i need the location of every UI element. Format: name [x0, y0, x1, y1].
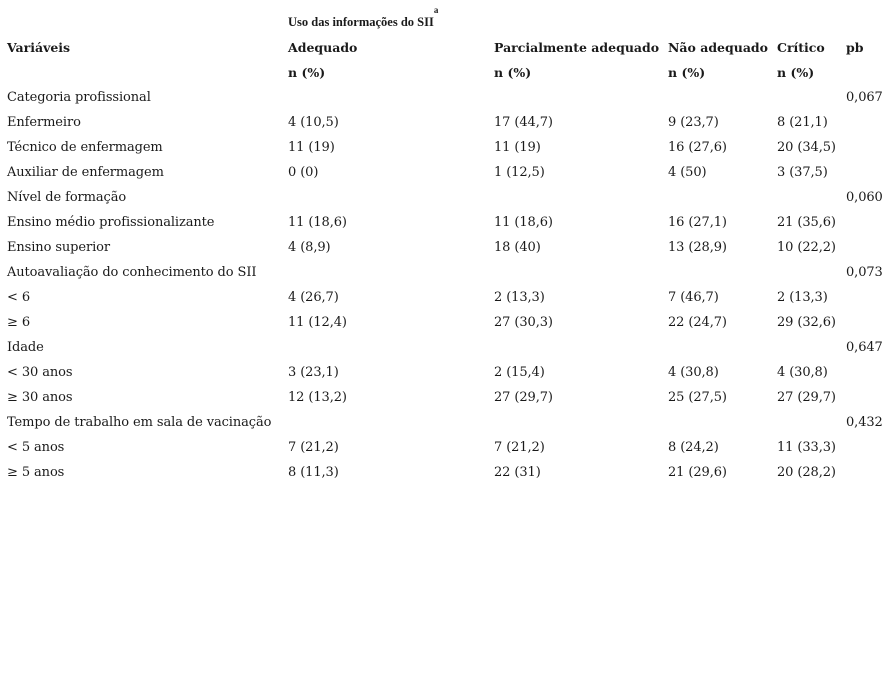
table-row — [7, 210, 889, 235]
cell-nao-adequado: 9 (23,7) — [668, 115, 719, 130]
cell-critico: 8 (21,1) — [777, 115, 828, 130]
cell-pvalue — [846, 210, 889, 235]
unit-label-nao-adequado: n (%) — [668, 65, 706, 80]
table-row — [7, 285, 889, 310]
cell-critico: 29 (32,6) — [777, 315, 836, 330]
cell-nao-adequado — [668, 335, 777, 360]
cell-adequado — [288, 335, 494, 360]
row-label: Nível de formação — [7, 190, 127, 205]
cell-adequado: 12 (13,2) — [288, 390, 347, 405]
cell-parcialmente-adequado: 11 (18,6) — [494, 215, 553, 230]
cell-critico — [777, 85, 846, 110]
cell-adequado: 11 (19) — [288, 140, 335, 155]
table-row — [7, 385, 889, 410]
cell-pvalue — [846, 460, 889, 485]
header-row-group — [7, 10, 889, 35]
cell-parcialmente-adequado: 27 (30,3) — [494, 315, 553, 330]
cell-pvalue — [846, 135, 889, 160]
unit-label-adequado: n (%) — [288, 65, 326, 80]
cell-nao-adequado: 22 (24,7) — [668, 315, 727, 330]
column-header-parcialmente-adequado: Parcialmente adequado — [494, 40, 660, 55]
column-header-adequado: Adequado — [288, 40, 358, 55]
cell-parcialmente-adequado: 7 (21,2) — [494, 440, 545, 455]
cell-parcialmente-adequado — [494, 410, 668, 435]
cell-nao-adequado: 4 (30,8) — [668, 365, 719, 380]
cell-pvalue — [846, 310, 889, 335]
cell-parcialmente-adequado — [494, 185, 668, 210]
cell-critico — [777, 260, 846, 285]
cell-pvalue — [846, 385, 889, 410]
cell-critico — [777, 410, 846, 435]
header-row-units — [7, 60, 889, 85]
units-empty-cell — [7, 60, 288, 85]
cell-parcialmente-adequado — [494, 335, 668, 360]
cell-adequado: 4 (26,7) — [288, 290, 339, 305]
cell-parcialmente-adequado — [494, 85, 668, 110]
cell-pvalue: 0,647 — [846, 340, 883, 355]
cell-parcialmente-adequado: 18 (40) — [494, 240, 541, 255]
cell-pvalue: 0,060 — [846, 190, 883, 205]
results-table-container — [7, 5, 889, 485]
table-row — [7, 360, 889, 385]
cell-critico: 21 (35,6) — [777, 215, 836, 230]
cell-pvalue — [846, 435, 889, 460]
cell-critico: 4 (30,8) — [777, 365, 828, 380]
cell-adequado: 11 (18,6) — [288, 215, 347, 230]
cell-adequado: 11 (12,4) — [288, 315, 347, 330]
column-header-pvalue: pb — [846, 40, 864, 55]
cell-nao-adequado: 4 (50) — [668, 165, 707, 180]
row-label: < 6 — [7, 290, 30, 305]
header-row-columns — [7, 35, 889, 60]
table-row — [7, 435, 889, 460]
header-empty-cell — [7, 10, 288, 35]
cell-nao-adequado — [668, 260, 777, 285]
row-label: Idade — [7, 340, 44, 355]
cell-nao-adequado — [668, 85, 777, 110]
table-row — [7, 310, 889, 335]
cell-parcialmente-adequado — [494, 260, 668, 285]
row-label: Enfermeiro — [7, 115, 81, 130]
cell-pvalue: 0,067 — [846, 90, 883, 105]
cell-pvalue — [846, 285, 889, 310]
table-row — [7, 260, 889, 285]
cell-nao-adequado: 21 (29,6) — [668, 465, 727, 480]
group-title — [288, 5, 889, 35]
cell-critico: 3 (37,5) — [777, 165, 828, 180]
row-label: Categoria profissional — [7, 90, 151, 105]
cell-adequado: 4 (8,9) — [288, 240, 331, 255]
table-row — [7, 185, 889, 210]
row-label: Auxiliar de enfermagem — [7, 165, 164, 180]
cell-critico: 10 (22,2) — [777, 240, 836, 255]
row-label: < 30 anos — [7, 365, 73, 380]
row-label: Ensino superior — [7, 240, 110, 255]
unit-label-parcialmente-adequado: n (%) — [494, 65, 532, 80]
cell-parcialmente-adequado: 1 (12,5) — [494, 165, 545, 180]
cell-critico: 27 (29,7) — [777, 390, 836, 405]
cell-nao-adequado: 25 (27,5) — [668, 390, 727, 405]
cell-critico: 11 (33,3) — [777, 440, 836, 455]
row-label: Autoavaliação do conhecimento do SII — [7, 265, 257, 280]
table-row — [7, 160, 889, 185]
cell-critico: 20 (34,5) — [777, 140, 836, 155]
cell-pvalue — [846, 110, 889, 135]
cell-critico — [777, 335, 846, 360]
cell-nao-adequado: 16 (27,6) — [668, 140, 727, 155]
cell-adequado — [288, 185, 494, 210]
cell-critico: 20 (28,2) — [777, 465, 836, 480]
cell-pvalue: 0,073 — [846, 265, 883, 280]
cell-parcialmente-adequado: 22 (31) — [494, 465, 541, 480]
group-title-text: Uso das informações do SII — [288, 15, 434, 29]
cell-parcialmente-adequado: 2 (15,4) — [494, 365, 545, 380]
cell-adequado: 7 (21,2) — [288, 440, 339, 455]
cell-nao-adequado — [668, 185, 777, 210]
cell-pvalue — [846, 360, 889, 385]
cell-adequado: 8 (11,3) — [288, 465, 339, 480]
cell-adequado — [288, 260, 494, 285]
group-title-superscript: a — [433, 5, 439, 15]
column-header-critico: Crítico — [777, 40, 825, 55]
row-label: Técnico de enfermagem — [7, 140, 163, 155]
table-header — [7, 5, 889, 85]
cell-adequado: 4 (10,5) — [288, 115, 339, 130]
unit-label-critico: n (%) — [777, 65, 815, 80]
cell-adequado — [288, 85, 494, 110]
table-row — [7, 335, 889, 360]
cell-adequado: 0 (0) — [288, 165, 319, 180]
table-row — [7, 110, 889, 135]
table-row — [7, 85, 889, 110]
cell-parcialmente-adequado: 27 (29,7) — [494, 390, 553, 405]
unit-label-pvalue-empty — [846, 60, 889, 85]
variables-header: Variáveis — [7, 40, 71, 55]
row-label: Tempo de trabalho em sala de vacinação — [7, 415, 272, 430]
cell-parcialmente-adequado: 11 (19) — [494, 140, 541, 155]
cell-nao-adequado: 8 (24,2) — [668, 440, 719, 455]
cell-parcialmente-adequado: 2 (13,3) — [494, 290, 545, 305]
row-label: ≥ 5 anos — [7, 465, 65, 480]
cell-critico: 2 (13,3) — [777, 290, 828, 305]
row-label: ≥ 30 anos — [7, 390, 73, 405]
row-label: < 5 anos — [7, 440, 65, 455]
cell-adequado: 3 (23,1) — [288, 365, 339, 380]
column-header-nao-adequado: Não adequado — [668, 40, 769, 55]
row-label: ≥ 6 — [7, 315, 30, 330]
row-label: Ensino médio profissionalizante — [7, 215, 215, 230]
cell-nao-adequado: 13 (28,9) — [668, 240, 727, 255]
cell-parcialmente-adequado: 17 (44,7) — [494, 115, 553, 130]
table-row — [7, 235, 889, 260]
table-row — [7, 410, 889, 435]
cell-nao-adequado: 16 (27,1) — [668, 215, 727, 230]
table-body — [7, 85, 889, 485]
cell-nao-adequado: 7 (46,7) — [668, 290, 719, 305]
cell-pvalue: 0,432 — [846, 415, 883, 430]
cell-pvalue — [846, 160, 889, 185]
table-row — [7, 135, 889, 160]
results-table — [7, 5, 889, 485]
cell-nao-adequado — [668, 410, 777, 435]
cell-adequado — [288, 410, 494, 435]
cell-critico — [777, 185, 846, 210]
cell-pvalue — [846, 235, 889, 260]
table-row — [7, 460, 889, 485]
